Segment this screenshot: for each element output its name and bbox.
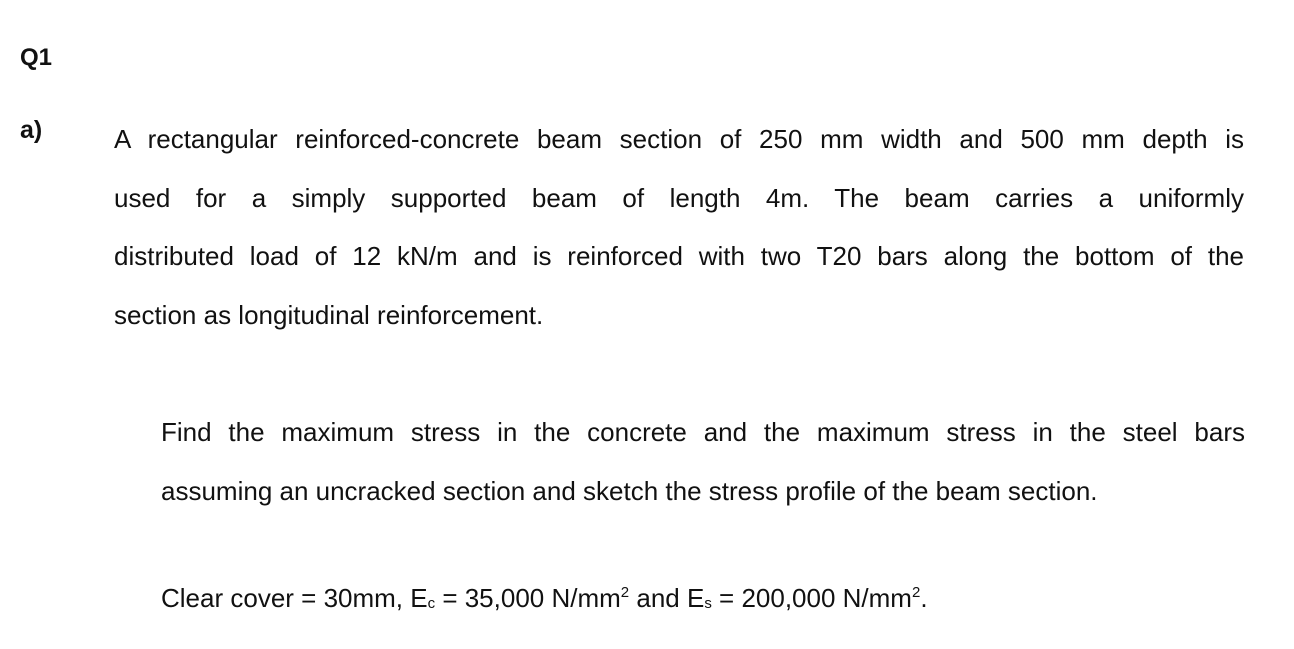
task-statement — [161, 403, 1245, 521]
cover-text: Clear cover = 30mm, E — [161, 583, 428, 613]
given-values — [161, 578, 928, 624]
task-line: Find the maximum stress in the concrete and the maximum stress in the steel bars — [161, 417, 1245, 447]
es-subscript: s — [704, 595, 712, 612]
ec-subscript: c — [427, 595, 436, 612]
problem-statement — [114, 110, 1244, 344]
es-exponent: 2 — [911, 584, 921, 601]
end-punctuation: . — [920, 583, 928, 613]
problem-line: used for a simply supported beam of length 4m. The beam carries a uniformly — [114, 182, 1244, 213]
problem-line: section as longitudinal reinforcement. — [114, 299, 544, 330]
problem-line: distributed load of 12 kN/m and is reinforced with two T20 bars along the bottom of the — [114, 241, 1244, 271]
es-value: = 200,000 N/mm — [711, 583, 912, 613]
and-text: and E — [629, 583, 705, 613]
ec-exponent: 2 — [620, 584, 630, 601]
ec-value: = 35,000 N/mm — [435, 583, 621, 613]
task-line: assuming an uncracked section and sketch the stress profile of the beam section. — [161, 476, 1098, 506]
part-label: a) — [20, 116, 43, 144]
question-number: Q1 — [20, 44, 53, 71]
problem-line: A rectangular reinforced-concrete beam section of 250 mm width and 500 mm depth is — [114, 124, 1244, 154]
